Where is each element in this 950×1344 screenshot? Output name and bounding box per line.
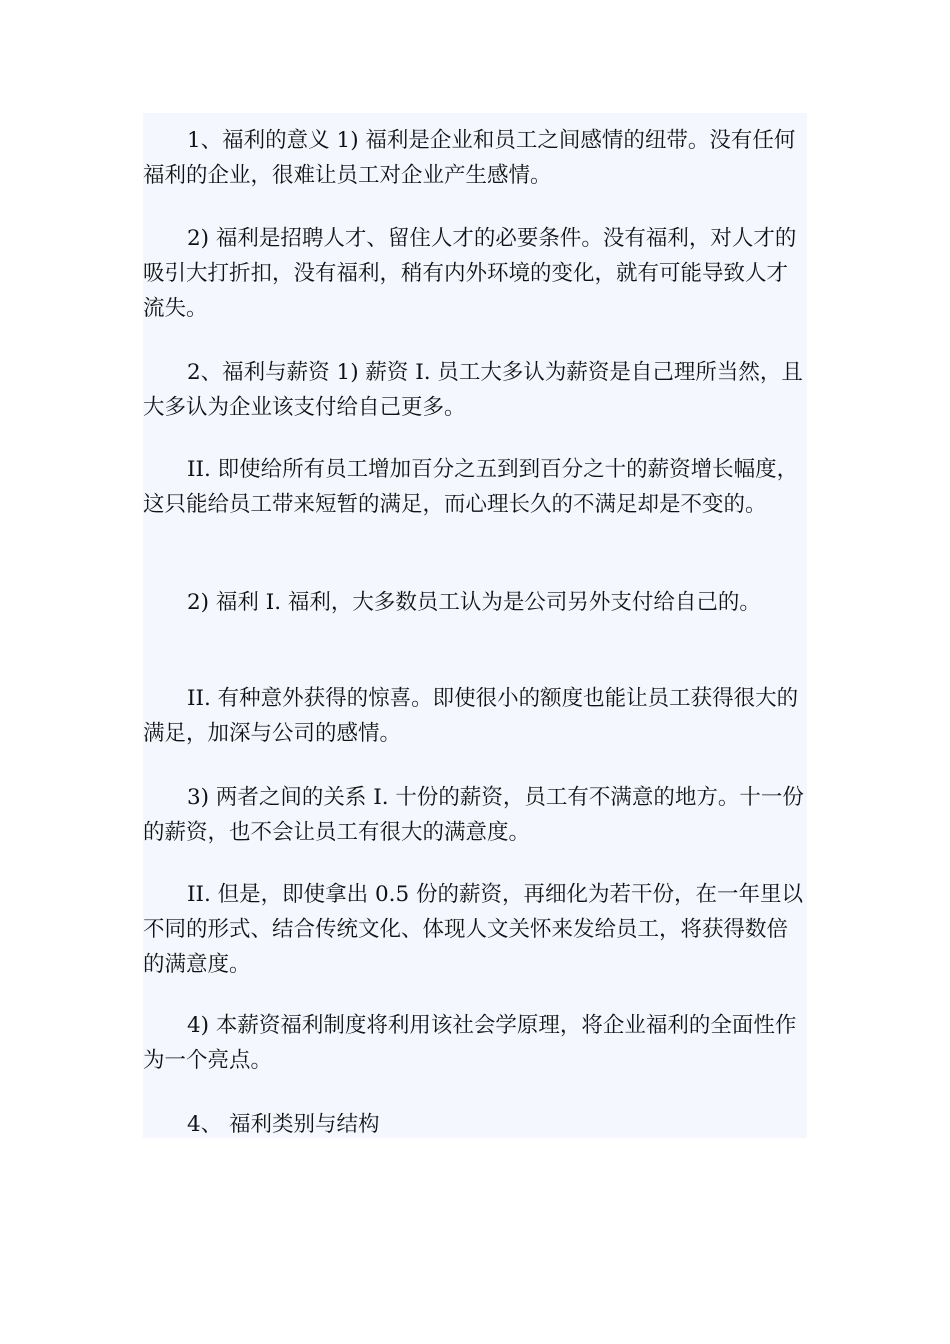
paragraph-system-principle: 4) 本薪资福利制度将利用该社会学原理，将企业福利的全面性作为一个亮点。 — [143, 1013, 797, 1073]
paragraph-salary-increase: II. 即使给所有员工增加百分之五到到百分之十的薪资增长幅度，这只能给员工带来短暂的满足，而心理长久的不满足却是不变的。 — [143, 457, 799, 517]
paragraph-benefit-categories: 4、 福利类别与结构 — [187, 1112, 380, 1137]
paragraph-relationship: 3) 两者之间的关系 I. 十份的薪资，员工有不满意的地方。十一份的薪资，也不会让员工有很大的满意度。 — [143, 785, 804, 845]
paragraph-benefit-meaning: 1、福利的意义 1) 福利是企业和员工之间感情的纽带。没有任何福利的企业，很难让员工对企业产生感情。 — [143, 128, 796, 188]
paragraph-benefit-surprise: II. 有种意外获得的惊喜。即使很小的额度也能让员工获得很大的满足，加深与公司的感情。 — [143, 686, 799, 746]
document-content — [143, 113, 807, 1138]
paragraph-half-share: II. 但是，即使拿出 0.5 份的薪资，再细化为若干份，在一年里以不同的形式、结合传统文化、体现人文关怀来发给员工，将获得数倍的满意度。 — [143, 882, 804, 977]
paragraph-benefit-perception: 2) 福利 I. 福利，大多数员工认为是公司另外支付给自己的。 — [187, 590, 761, 615]
paragraph-benefit-recruitment: 2) 福利是招聘人才、留住人才的必要条件。没有福利，对人才的吸引大打折扣，没有福利，稍有内外环境的变化，就有可能导致人才流失。 — [143, 226, 797, 321]
paragraph-benefit-and-salary: 2、福利与薪资 1) 薪资 I. 员工大多认为薪资是自己理所当然，且大多认为企业该支付给自己更多。 — [143, 360, 803, 420]
